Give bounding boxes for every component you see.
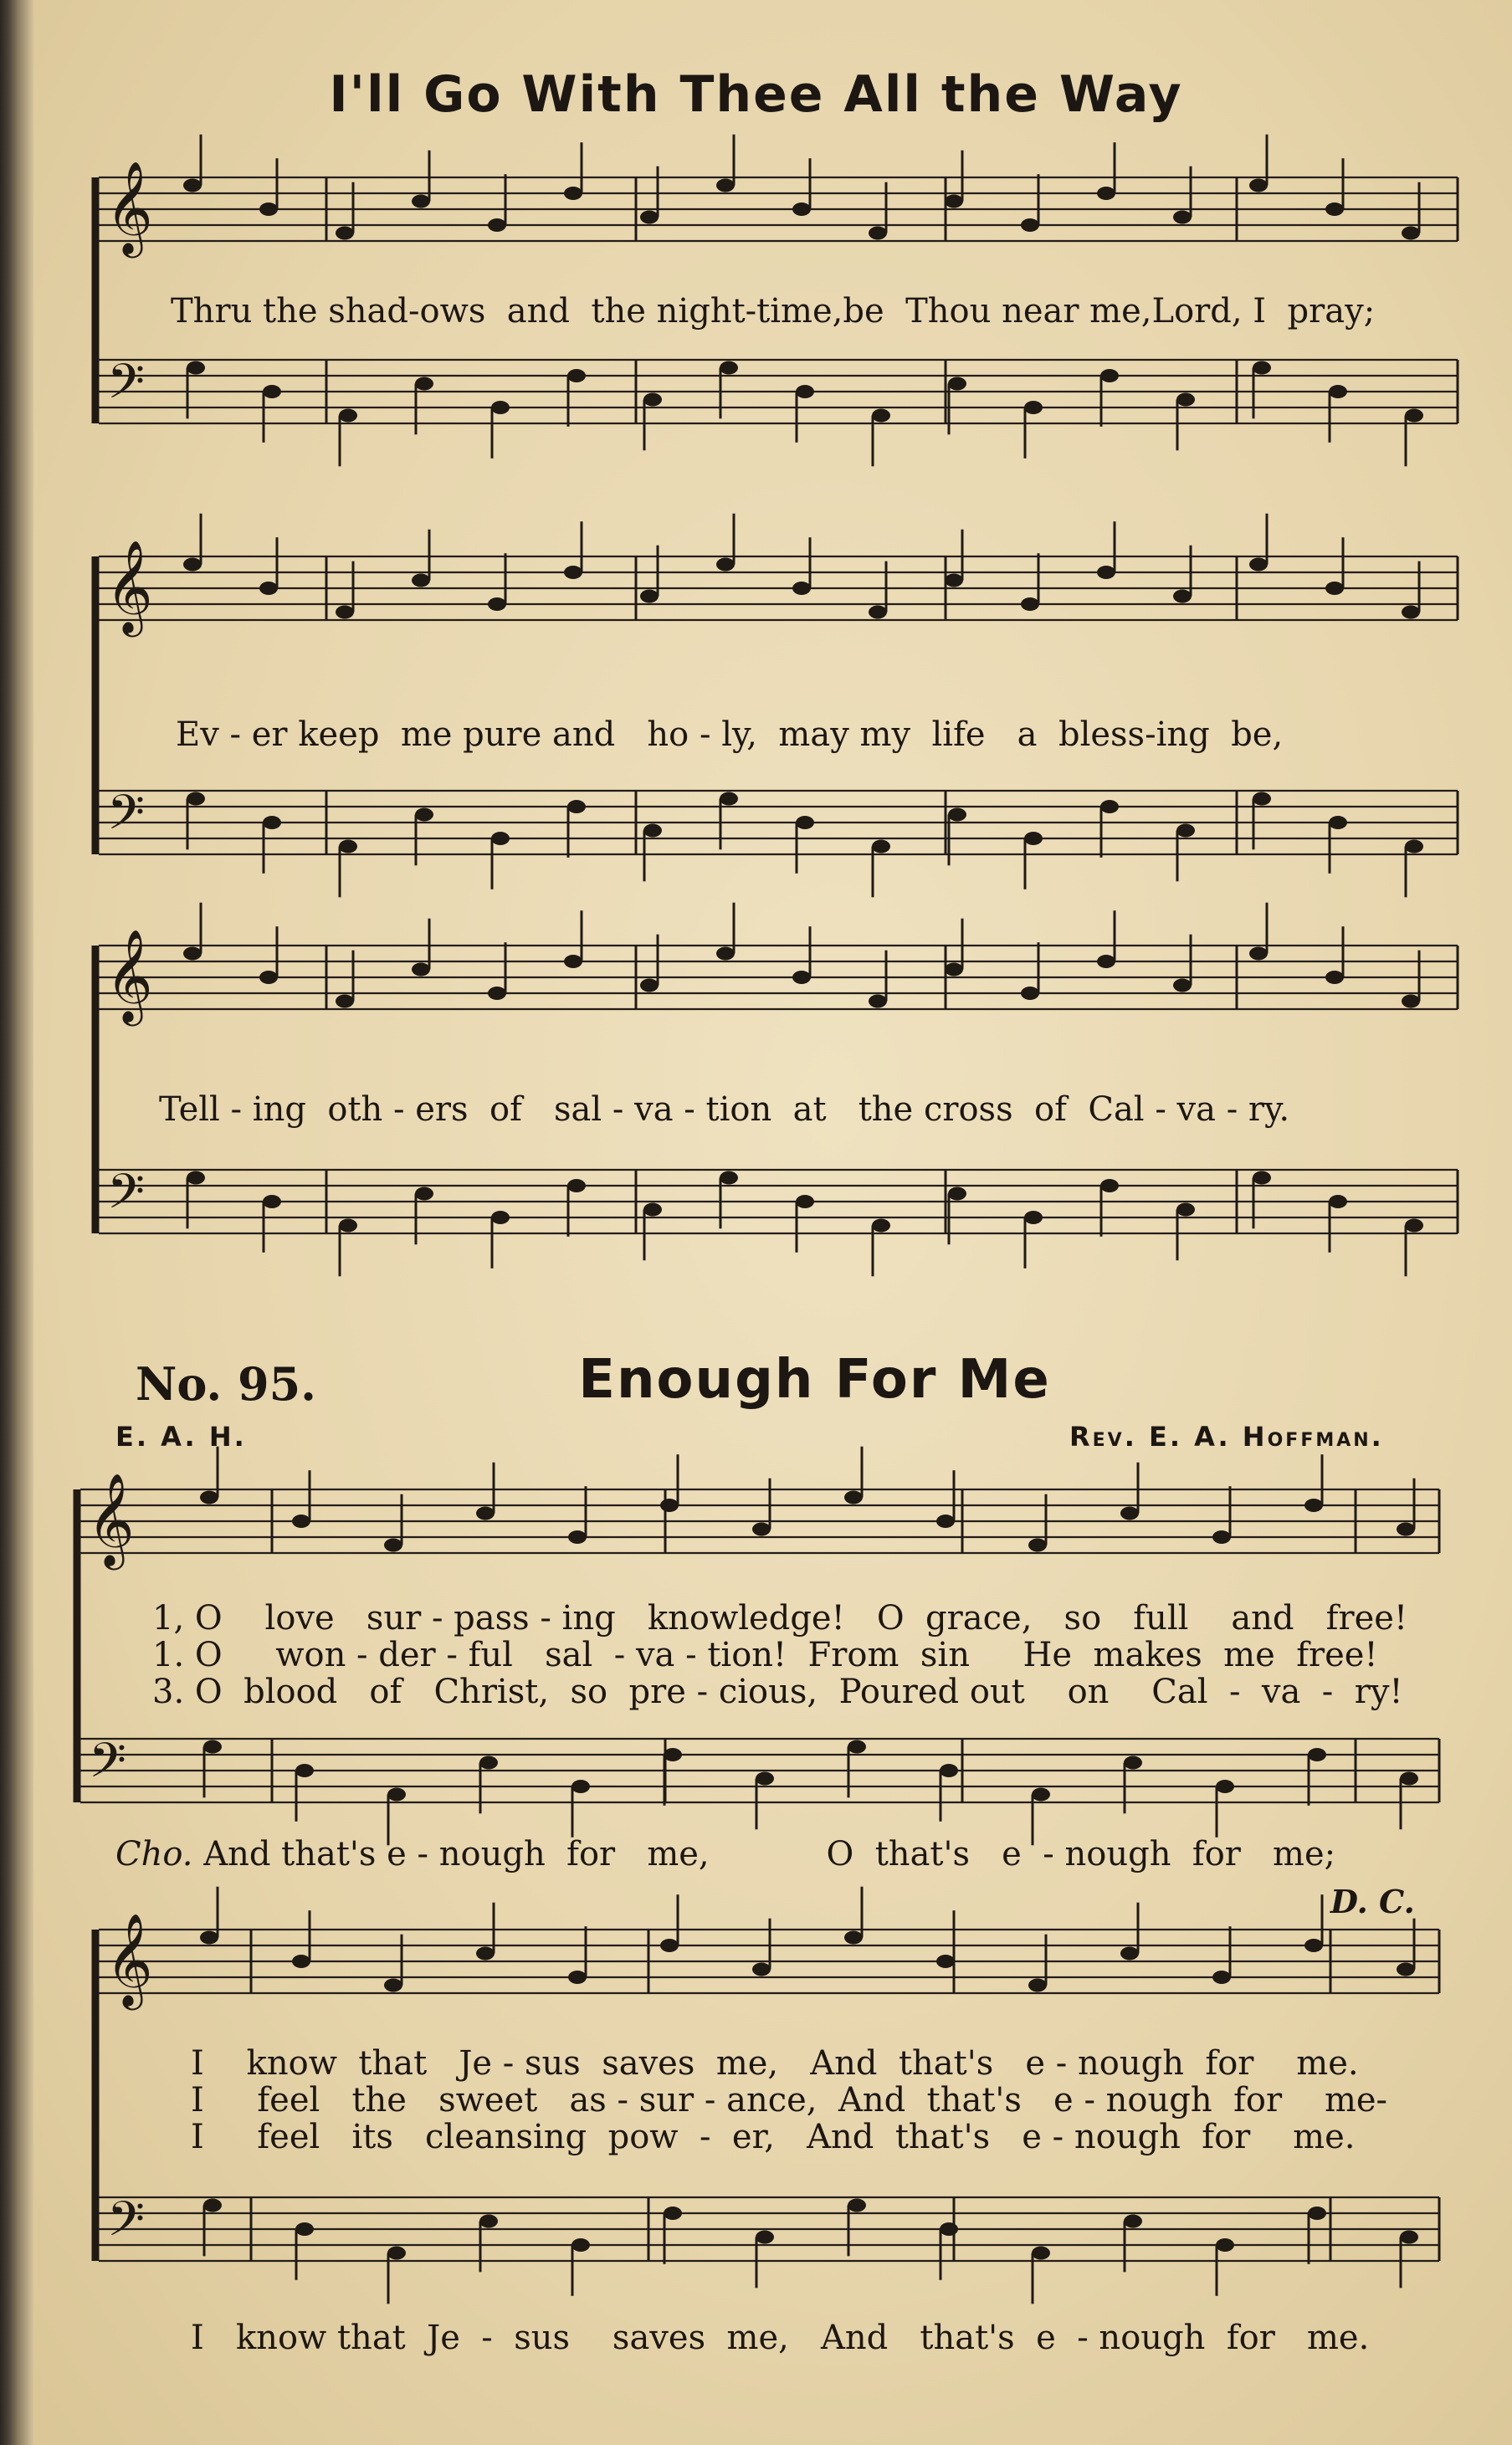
treble-note [259, 202, 278, 216]
treble-clef: 𝄞 [105, 160, 153, 254]
chorus-line-1 [115, 1835, 1336, 1873]
bass-note [571, 2238, 590, 2252]
bass-note [720, 361, 738, 375]
treble-note [1249, 947, 1268, 961]
treble-clef: 𝄞 [105, 539, 153, 633]
treble-note [869, 606, 887, 619]
bass-note [1100, 369, 1119, 382]
treble-note [412, 574, 430, 587]
bass-note [796, 816, 814, 829]
treble-clef: 𝄞 [105, 928, 153, 1023]
bass-note [872, 409, 890, 423]
bass-note [339, 1219, 357, 1233]
treble-note [1120, 1507, 1139, 1520]
treble-note [1173, 590, 1192, 603]
hymn1-lyric-line-1: Thru the shad-ows and the night-time,be Thou near me,Lord, I pray; [171, 292, 1376, 331]
bass-lyric-line: I know that Je - sus saves me, And that's e - nough for me. [191, 2319, 1370, 2357]
bass-note [567, 1179, 586, 1192]
bass-note [1253, 792, 1271, 806]
bass-note [479, 1756, 498, 1770]
treble-note [412, 963, 430, 976]
treble-note [1173, 979, 1192, 992]
bass-note [1124, 1756, 1142, 1770]
bass-note [1405, 409, 1423, 423]
bass-note [756, 1772, 774, 1786]
treble-note [1028, 1979, 1047, 1992]
treble-note [1097, 187, 1115, 200]
treble-note [564, 187, 582, 200]
bass-note [940, 1764, 958, 1777]
treble-note [936, 1515, 955, 1528]
author-credit: Rev. E. A. Hoffman. [1069, 1421, 1384, 1453]
bass-note [1400, 2231, 1418, 2244]
treble-note [1402, 606, 1420, 619]
enough-treble-staff-1 [80, 1489, 1439, 1553]
bass-note [187, 361, 205, 375]
refrain-line-3: I feel its cleansing pow - er, And that's e - nough for me. [191, 2118, 1356, 2156]
treble-note [1304, 1939, 1323, 1952]
treble-note [1212, 1971, 1231, 1984]
treble-note [183, 179, 202, 192]
bass-note [1100, 800, 1119, 813]
treble-note [564, 566, 582, 579]
treble-note [1173, 211, 1192, 224]
bass-clef: 𝄢 [107, 2191, 146, 2259]
bass-note [848, 2199, 866, 2212]
bass-note [187, 1171, 205, 1185]
bass-note [1032, 2247, 1050, 2260]
treble-note [792, 971, 811, 984]
bass-note [1253, 1171, 1271, 1185]
treble-note [869, 227, 887, 240]
treble-note [1097, 955, 1115, 968]
treble-note [1325, 582, 1344, 595]
bass-note [940, 2222, 958, 2236]
treble-note [1304, 1499, 1323, 1512]
enough-bass-staff-1 [80, 1739, 1439, 1802]
bass-note [664, 1748, 682, 1761]
treble-note [640, 590, 659, 603]
bass-note [1308, 1748, 1326, 1761]
bass-note [491, 401, 510, 414]
treble-note [792, 202, 811, 216]
refrain-line-1: I know that Je - sus saves me, And that's e - nough for me. [191, 2044, 1359, 2083]
bass-note [643, 393, 662, 407]
treble-note [336, 227, 354, 240]
treble-note [1249, 179, 1268, 192]
treble-note [640, 979, 659, 992]
treble-note [660, 1939, 679, 1952]
bass-note [387, 1788, 406, 1802]
treble-note [1402, 995, 1420, 1008]
treble-note [869, 995, 887, 1008]
hymn1-lyric-line-2: Ev - er keep me pure and ho - ly, may my life a bless-ing be, [176, 715, 1284, 754]
treble-note [259, 582, 278, 595]
chorus-label: Cho. [115, 1835, 193, 1873]
bass-note [1124, 2215, 1142, 2228]
hymn1-lyric-line-3: Tell - ing oth - ers of sal - va - tion at the cross of Cal - va - ry. [159, 1090, 1290, 1129]
bass-note [339, 409, 357, 423]
bass-note [1308, 2207, 1326, 2220]
bass-note [415, 808, 433, 822]
treble-note [1325, 971, 1344, 984]
treble-note [752, 1963, 771, 1976]
treble-note [292, 1955, 310, 1968]
verse-line-3: 3. O blood of Christ, so pre - cious, Poured out on Cal - va - ry! [152, 1673, 1403, 1711]
bass-note [263, 816, 281, 829]
composer-credit: E. A. H. [115, 1421, 247, 1453]
bass-note [567, 800, 586, 813]
treble-note [716, 179, 735, 192]
bass-note [643, 824, 662, 838]
treble-note [384, 1979, 402, 1992]
treble-note [945, 963, 963, 976]
bass-note [796, 1195, 814, 1208]
treble-note [1021, 218, 1039, 232]
bass-note [339, 840, 357, 853]
bass-note [295, 1764, 314, 1777]
treble-clef: 𝄞 [87, 1472, 135, 1566]
bass-clef: 𝄢 [107, 784, 146, 853]
treble-note [844, 1931, 863, 1945]
treble-note [1021, 597, 1039, 611]
verse-line-2: 1. O won - der - ful sal - va - tion! From sin He makes me free! [152, 1636, 1378, 1674]
treble-note [1212, 1530, 1231, 1544]
bass-note [203, 2199, 222, 2212]
bass-note [948, 1187, 966, 1201]
treble-note [1325, 202, 1344, 216]
bass-clef: 𝄢 [107, 353, 146, 422]
bass-note [1176, 824, 1195, 838]
hymn-number: No. 95. [136, 1357, 316, 1411]
treble-note [259, 971, 278, 984]
treble-note [336, 995, 354, 1008]
bass-note [1405, 1219, 1423, 1233]
treble-note [945, 574, 963, 587]
bass-note [796, 385, 814, 398]
bass-clef: 𝄢 [107, 1163, 146, 1232]
treble-note [1402, 227, 1420, 240]
bass-note [664, 2207, 682, 2220]
bass-note [872, 1219, 890, 1233]
bass-note [848, 1740, 866, 1754]
treble-note [564, 955, 582, 968]
bass-note [295, 2222, 314, 2236]
treble-note [792, 582, 811, 595]
treble-note [1397, 1963, 1415, 1976]
bass-note [571, 1780, 590, 1793]
bass-note [643, 1203, 662, 1217]
treble-note [488, 218, 506, 232]
bass-clef: 𝄢 [89, 1732, 127, 1801]
bass-note [203, 1740, 222, 1754]
treble-note [292, 1515, 310, 1528]
treble-note [476, 1507, 495, 1520]
treble-note [412, 195, 430, 208]
treble-note [1097, 566, 1115, 579]
bass-note [415, 1187, 433, 1201]
bass-note [1329, 385, 1347, 398]
bass-note [1176, 393, 1195, 407]
bass-note [720, 792, 738, 806]
bass-note [491, 832, 510, 845]
treble-note [488, 597, 506, 611]
treble-clef: 𝄞 [105, 1912, 153, 2007]
treble-note [1397, 1523, 1415, 1536]
treble-note [568, 1530, 587, 1544]
bass-note [720, 1171, 738, 1185]
bass-note [387, 2247, 406, 2260]
treble-note [660, 1499, 679, 1512]
bass-note [872, 840, 890, 853]
treble-note [945, 195, 963, 208]
bass-note [1216, 2238, 1234, 2252]
bass-note [479, 2215, 498, 2228]
treble-note [476, 1947, 495, 1961]
bass-note [491, 1211, 510, 1224]
refrain-line-2: I feel the sweet as - sur - ance, And that's e - nough for me- [191, 2081, 1388, 2120]
treble-note [200, 1931, 218, 1945]
bass-note [1216, 1780, 1234, 1793]
bass-note [1100, 1179, 1119, 1192]
treble-note [1249, 558, 1268, 572]
verse-line-1: 1, O love sur - pass - ing knowledge! O grace, so full and free! [152, 1599, 1408, 1638]
bass-note [1024, 401, 1043, 414]
treble-note [384, 1539, 402, 1552]
bass-note [1176, 1203, 1195, 1217]
bass-note [1329, 1195, 1347, 1208]
treble-note [1028, 1539, 1047, 1552]
bass-note [415, 377, 433, 391]
bass-note [1253, 361, 1271, 375]
treble-note [1021, 987, 1039, 1000]
bass-note [1024, 1211, 1043, 1224]
bass-note [263, 1195, 281, 1208]
treble-note [1120, 1947, 1139, 1961]
treble-note [336, 606, 354, 619]
treble-note [716, 558, 735, 572]
treble-note [183, 558, 202, 572]
hymn1-title: I'll Go With Thee All the Way [329, 65, 1183, 124]
hymn2-title: Enough For Me [578, 1349, 1051, 1411]
chorus-text: And that's e - nough for me, O that's e - nough for me; [203, 1835, 1336, 1873]
bass-note [1024, 832, 1043, 845]
treble-note [568, 1971, 587, 1984]
treble-note [640, 211, 659, 224]
bass-note [1400, 1772, 1418, 1786]
treble-note [183, 947, 202, 961]
bass-note [948, 808, 966, 822]
bass-note [1405, 840, 1423, 853]
treble-note [200, 1491, 218, 1504]
bass-note [756, 2231, 774, 2244]
treble-note [844, 1491, 863, 1504]
treble-note [936, 1955, 955, 1968]
bass-note [263, 385, 281, 398]
treble-note [716, 947, 735, 961]
bass-note [187, 792, 205, 806]
bass-note [567, 369, 586, 382]
treble-note [752, 1523, 771, 1536]
bass-note [1329, 816, 1347, 829]
bass-note [1032, 1788, 1050, 1802]
treble-note [488, 987, 506, 1000]
bass-note [948, 377, 966, 391]
da-capo-mark: D. C. [1330, 1883, 1415, 1920]
